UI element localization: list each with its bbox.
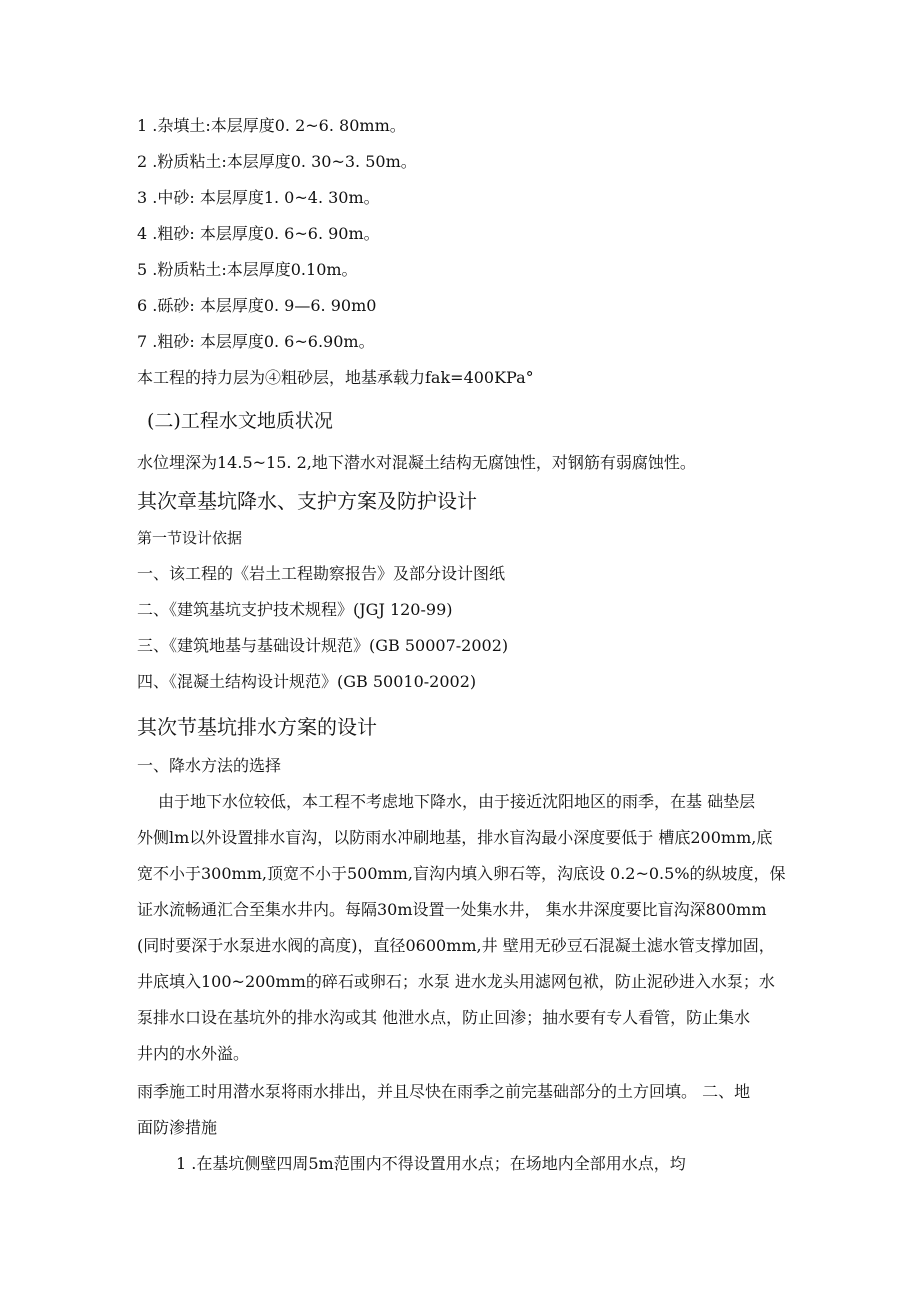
- soil-layer-5: 5 .粉质粘土:本层厚度0.10m。: [137, 260, 358, 279]
- measure-item-1: 1 .在基坑侧壁四周5m范围内不得设置用水点；在场地内全部用水点，均: [176, 1154, 686, 1173]
- paragraph-2-line-2: 面防渗措施: [137, 1118, 218, 1137]
- paragraph-1-line-7: 泵排水口设在基坑外的排水沟或其 他泄水点，防止回渗；抽水要有专人看管，防止集水: [137, 1008, 751, 1027]
- chapter-title: 其次章基坑降水、支护方案及防护设计: [137, 489, 477, 513]
- paragraph-1-line-2: 外侧lm以外设置排水盲沟，以防雨水冲刷地基，排水盲沟最小深度要低于 槽底200mm,底: [137, 828, 773, 847]
- hydro-text: 水位埋深为14.5~15. 2,地下潜水对混凝土结构无腐蚀性，对钢筋有弱腐蚀性。: [137, 453, 696, 472]
- paragraph-1-line-8: 井内的水外溢。: [137, 1044, 250, 1063]
- soil-layer-7: 7 .粗砂: 本层厚度0. 6~6.90m。: [137, 332, 375, 351]
- paragraph-1-line-4: 证水流畅通汇合至集水井内。每隔30m设置一处集水井， 集水井深度要比盲沟深800mm: [137, 900, 767, 919]
- design-basis-1: 一、该工程的《岩土工程勘察报告》及部分设计图纸: [137, 564, 506, 583]
- soil-layer-3: 3 .中砂: 本层厚度1. 0~4. 30m。: [137, 188, 380, 207]
- paragraph-1-line-3: 宽不小于300mm,顶宽不小于500mm,盲沟内填入卵石等，沟底设 0.2~0.5%的纵坡度，保: [137, 864, 786, 883]
- soil-layer-6: 6 .砾砂: 本层厚度0. 9—6. 90m0: [137, 296, 377, 315]
- soil-layer-2: 2 .粉质粘土:本层厚度0. 30~3. 50m。: [137, 152, 417, 171]
- paragraph-2-line-1: 雨季施工时用潜水泵将雨水排出，并且尽快在雨季之前完基础部分的土方回填。 二、地: [137, 1082, 751, 1101]
- paragraph-1-line-1: 由于地下水位较低，本工程不考虑地下降水，由于接近沈阳地区的雨季，在基 础垫层: [158, 792, 756, 811]
- bearing-layer-text: 本工程的持力层为④粗砂层，地基承载力fak=400KPa°: [137, 368, 534, 387]
- design-basis-4: 四、《混凝土结构设计规范》(GB 50010-2002): [137, 672, 477, 691]
- hydro-heading: (二)工程水文地质状况: [147, 410, 333, 432]
- paragraph-1-line-5: (同时要深于水泵进水阀的高度)，直径0600mm,井 壁用无砂豆石混凝土滤水管支撑加固，: [137, 936, 775, 955]
- section-1-title: 第一节设计依据: [137, 529, 243, 547]
- design-basis-2: 二、《建筑基坑支护技术规程》(JGJ 120-99): [137, 600, 453, 619]
- section-2-title: 其次节基坑排水方案的设计: [137, 715, 377, 739]
- soil-layer-4: 4 .粗砂: 本层厚度0. 6~6. 90m。: [137, 224, 380, 243]
- paragraph-1-line-6: 井底填入100~200mm的碎石或卵石；水泵 进水龙头用滤网包袱，防止泥砂进入水泵；水: [137, 972, 775, 991]
- soil-layer-1: 1 .杂填土:本层厚度0. 2~6. 80mm。: [137, 116, 406, 135]
- design-basis-3: 三、《建筑地基与基础设计规范》(GB 50007-2002): [137, 636, 509, 655]
- subsection-1-title: 一、降水方法的选择: [137, 756, 282, 775]
